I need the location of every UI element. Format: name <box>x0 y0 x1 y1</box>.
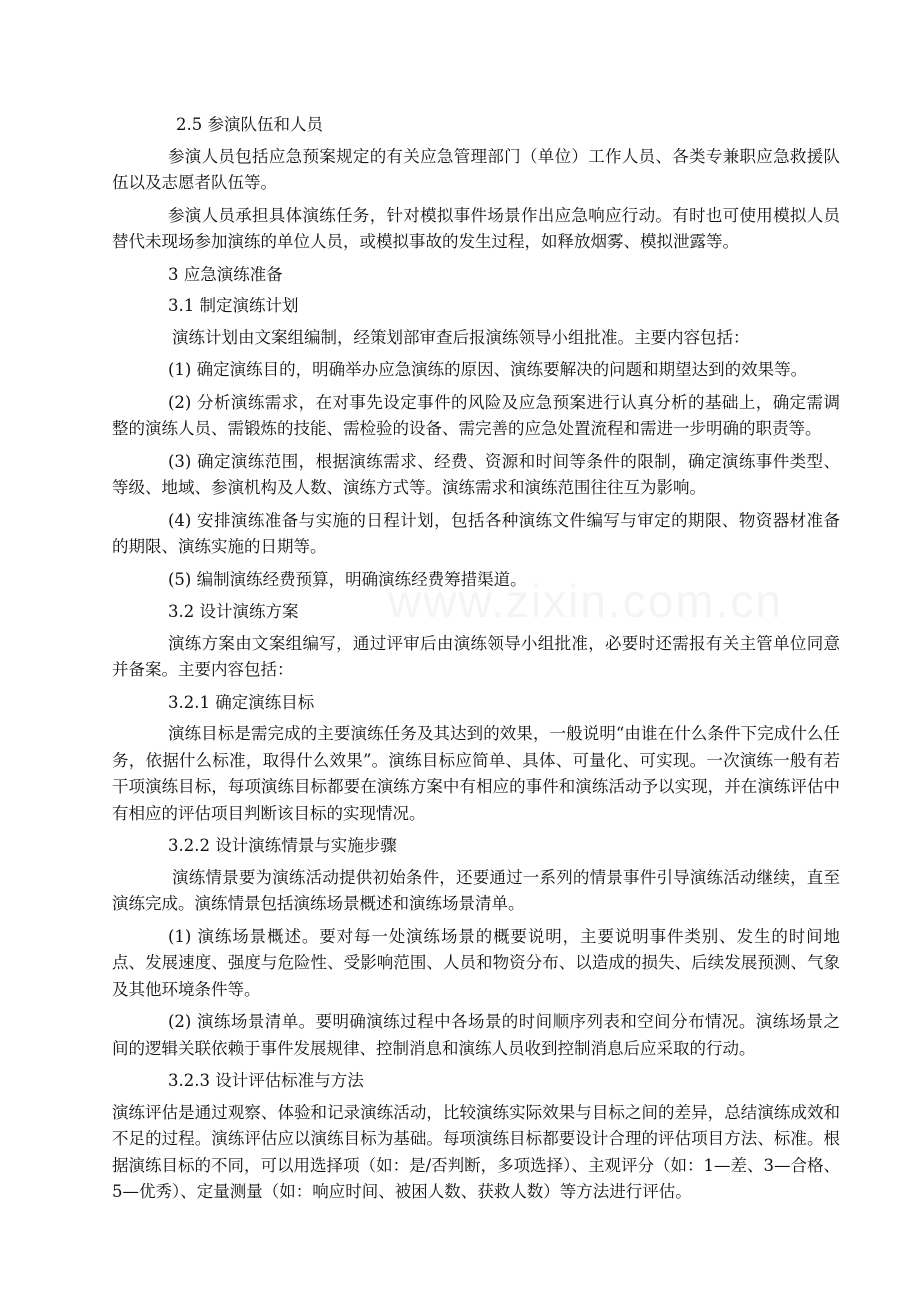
body-paragraph: 演练方案由文案组编写，通过评审后由演练领导小组批准，必要时还需报有关主管单位同意并备案。主要内容包括： <box>112 633 840 679</box>
body-paragraph: 演练计划由文案组编制，经策划部审查后报演练领导小组批准。主要内容包括： <box>172 327 750 347</box>
section-heading: 3.2.2 设计演练情景与实施步骤 <box>168 836 397 855</box>
watermark-text: www.zixin.com.cn <box>388 575 783 627</box>
section-heading: 3 应急演练准备 <box>168 264 283 284</box>
body-paragraph: 参演人员包括应急预案规定的有关应急管理部门（单位）工作人员、各类专兼职应急救援队伍以及志愿者队伍等。 <box>112 146 840 192</box>
section-heading: 3.2.3 设计评估标准与方法 <box>168 1071 364 1090</box>
body-paragraph: (2) 分析演练需求，在对事先设定事件的风险及应急预案进行认真分析的基础上，确定需调整的演练人员、需锻炼的技能、需检验的设备、需完善的应急处置流程和需进一步明确的职责等。 <box>112 392 840 438</box>
body-paragraph: (1) 演练场景概述。要对每一处演练场景的概要说明，主要说明事件类别、发生的时间地点、发展速度、强度与危险性、受影响范围、人员和物资分布、以造成的损失、后续发展预测、气象及其他环境条件等。 <box>112 926 840 999</box>
body-paragraph: 演练目标是需完成的主要演练任务及其达到的效果，一般说明“由谁在什么条件下完成什么任务，依据什么标准，取得什么效果”。演练目标应简单、具体、可量化、可实现。一次演练一般有若干项演练目标，每项演练目标都要在演练方案中有相应的事件和演练活动予以实现，并在演练评估中有相应的评估项目判断该目标的实现情况。 <box>112 724 840 823</box>
body-paragraph: (1) 确定演练目的，明确举办应急演练的原因、演练要解决的问题和期望达到的效果等。 <box>168 360 808 379</box>
section-heading: 2.5 参演队伍和人员 <box>176 115 323 134</box>
body-paragraph: 演练情景要为演练活动提供初始条件，还要通过一系列的情景事件引导演练活动继续，直至演练完成。演练情景包括演练场景概述和演练场景清单。 <box>112 867 840 913</box>
section-heading: 3.2 设计演练方案 <box>168 602 299 621</box>
body-paragraph: 参演人员承担具体演练任务，针对模拟事件场景作出应急响应行动。有时也可使用模拟人员替代未现场参加演练的单位人员，或模拟事故的发生过程，如释放烟雾、模拟泄露等。 <box>112 205 840 251</box>
document-body <box>112 112 840 1212</box>
body-paragraph: (2) 演练场景清单。要明确演练过程中各场景的时间顺序列表和空间分布情况。演练场景之间的逻辑关联依赖于事件发展规律、控制消息和演练人员收到控制消息后应采取的行动。 <box>112 1012 840 1058</box>
section-heading: 3.2.1 确定演练目标 <box>168 692 315 712</box>
section-heading: 3.1 制定演练计划 <box>168 296 299 315</box>
body-paragraph: (3) 确定演练范围，根据演练需求、经费、资源和时间等条件的限制，确定演练事件类型、等级、地域、参演机构及人数、演练方式等。演练需求和演练范围往往互为影响。 <box>112 451 840 497</box>
body-paragraph: (5) 编制演练经费预算，明确演练经费筹措渠道。 <box>168 569 527 589</box>
body-paragraph: 演练评估是通过观察、体验和记录演练活动，比较演练实际效果与目标之间的差异，总结演练成效和不足的过程。演练评估应以演练目标为基础。每项演练目标都要设计合理的评估项目方法、标准。根据演练目标的不同，可以用选择项（如：是/否判断，多项选择）、主观评分（如：1—差、3—合格、5—优秀）、定量测量（如：响应时间、被困人数、获救人数）等方法进行评估。 <box>112 1102 840 1201</box>
body-paragraph: (4) 安排演练准备与实施的日程计划，包括各种演练文件编写与审定的期限、物资器材准备的期限、演练实施的日期等。 <box>112 510 840 556</box>
